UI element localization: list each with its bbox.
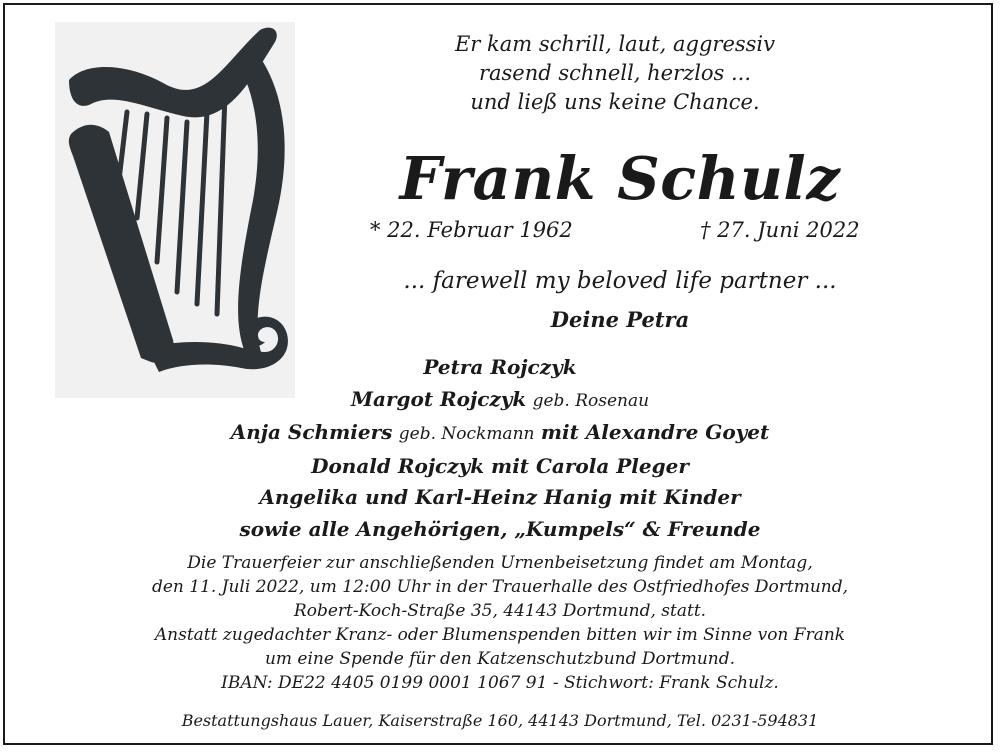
- mourner-line: sowie alle Angehörigen, „Kumpels“ & Freunde: [239, 516, 761, 541]
- mourner-partner: mit Alexandre Goyet: [540, 420, 770, 444]
- farewell-line: ... farewell my beloved life partner ...: [403, 268, 837, 294]
- mourner-maiden-name: geb. Nockmann: [398, 424, 535, 444]
- motto-line: rasend schnell, herzlos ...: [478, 61, 752, 85]
- info-line: Robert-Koch-Straße 35, 44143 Dortmund, statt.: [293, 601, 707, 621]
- info-line: IBAN: DE22 4405 0199 0001 1067 91 - Stichwort: Frank Schulz.: [221, 673, 779, 693]
- birth-date: * 22. Februar 1962: [370, 218, 573, 242]
- mourner-line: [0, 384, 1000, 418]
- funeral-home-footer: Bestattungshaus Lauer, Kaiserstraße 160, 44143 Dortmund, Tel. 0231-594831: [181, 711, 819, 730]
- mourner-name: Anja Schmiers: [230, 420, 393, 444]
- motto-line: und ließ uns keine Chance.: [470, 90, 760, 114]
- info-line: Anstatt zugedachter Kranz- oder Blumenspenden bitten wir im Sinne von Frank: [154, 625, 846, 645]
- info-line: um eine Spende für den Katzenschutzbund Dortmund.: [264, 649, 736, 669]
- info-line: Die Trauerfeier zur anschließenden Urnenbeisetzung findet am Montag,: [187, 553, 813, 573]
- mourner-line: Donald Rojczyk mit Carola Pleger: [311, 453, 689, 478]
- deceased-name: Frank Schulz: [399, 144, 841, 213]
- mourner-name: Margot Rojczyk: [350, 386, 527, 411]
- motto-line: Er kam schrill, laut, aggressiv: [454, 32, 776, 56]
- mourners-list: [0, 352, 1000, 545]
- mourner-line: [0, 417, 1000, 451]
- motto: [355, 30, 875, 117]
- death-date: † 27. Juni 2022: [700, 218, 860, 242]
- partner-signature: Deine Petra: [550, 307, 690, 332]
- mourner-line: Angelika und Karl-Heinz Hanig mit Kinder: [259, 485, 741, 509]
- mourner-line: Petra Rojczyk: [423, 355, 577, 379]
- info-line: den 11. Juli 2022, um 12:00 Uhr in der Trauerhalle des Ostfriedhofes Dortmund,: [151, 577, 849, 597]
- mourner-maiden-name: geb. Rosenau: [532, 390, 650, 411]
- funeral-info: [0, 551, 1000, 695]
- harp-icon: [55, 22, 295, 398]
